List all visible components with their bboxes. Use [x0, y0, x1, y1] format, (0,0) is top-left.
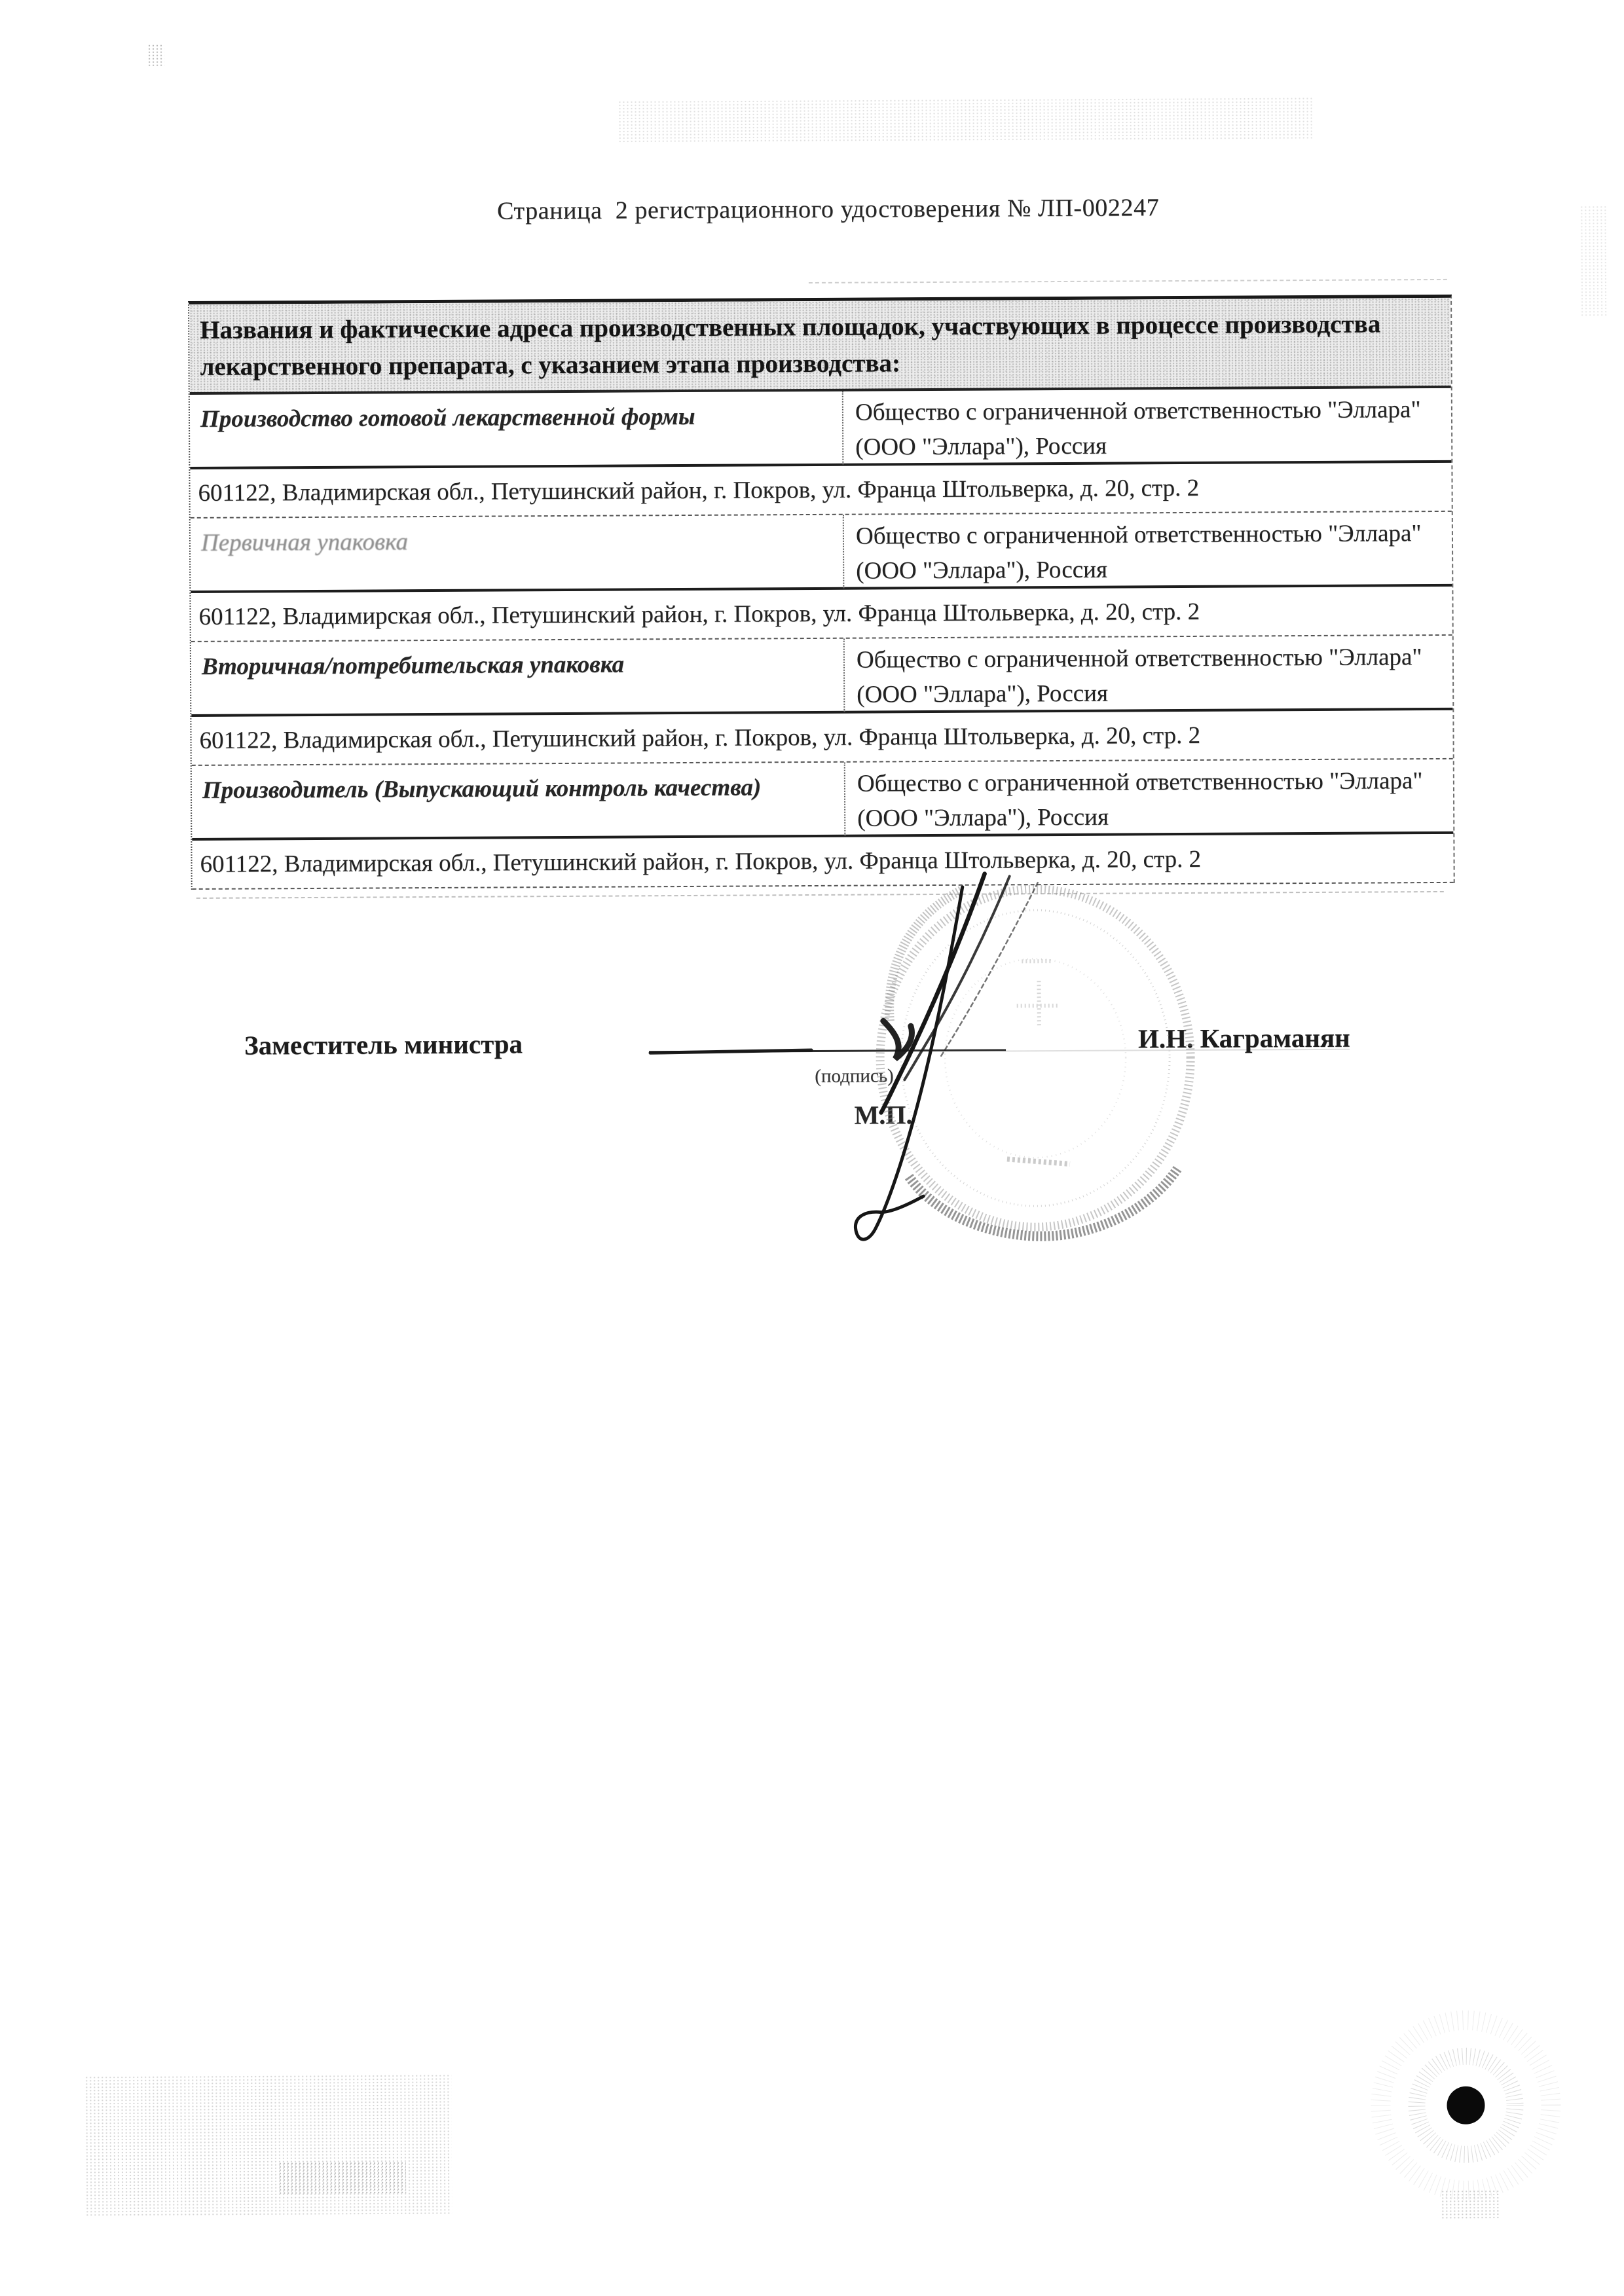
punch-hole-dot — [1447, 2086, 1485, 2124]
company-cell-3 — [843, 636, 1453, 712]
stage-label: Производитель (Выпускающий контроль качества) — [202, 774, 762, 804]
table-row-stage-2 — [191, 512, 1452, 593]
signature-strokes — [650, 873, 1040, 1241]
deputy-minister-title — [244, 1028, 523, 1061]
official-stamp — [879, 888, 1192, 1237]
scan-line-artifact-below-table — [196, 891, 1444, 899]
stage-cell-1 — [190, 392, 843, 468]
table-row-stage-3 — [191, 636, 1453, 717]
table-title-cell — [189, 298, 1451, 395]
company-text: Общество с ограниченной ответственностью "Эллара" (ООО "Эллара"), Россия — [857, 767, 1423, 832]
table-row-stage-4 — [192, 759, 1454, 841]
address-text: 601122, Владимирская обл., Петушинский район, г. Покров, ул. Франца Штольверка, д. 20, стр. 2 — [199, 721, 1201, 754]
scan-noise-right-margin — [1579, 206, 1608, 317]
company-cell-2 — [843, 512, 1452, 589]
address-row-3 — [191, 710, 1452, 766]
scan-noise-bottom-right-corner — [1441, 2190, 1500, 2219]
stage-cell-3 — [191, 639, 844, 716]
address-text: 601122, Владимирская обл., Петушинский район, г. Покров, ул. Франца Штольверка, д. 20, стр. 2 — [200, 845, 1202, 878]
scan-noise-bottom-left — [84, 2074, 452, 2217]
company-text: Общество с ограниченной ответственностью "Эллара" (ООО "Эллара"), Россия — [856, 644, 1422, 708]
page-header — [0, 162, 1621, 257]
stage-cell-4 — [192, 763, 845, 839]
signer-name-text: И.Н. Каграманян — [1137, 1022, 1350, 1054]
company-cell-1 — [842, 388, 1452, 465]
stage-label: Первичная упаковка — [200, 528, 409, 556]
seal-place-mark — [854, 1099, 912, 1130]
seal-place-mark-text: М.П. — [854, 1100, 913, 1130]
signer-name — [1138, 1022, 1350, 1055]
signature-caption — [815, 1065, 894, 1087]
signature-line — [649, 1049, 1006, 1053]
address-row-4 — [192, 834, 1453, 890]
stage-label: Производство готовой лекарственной формы — [200, 403, 695, 433]
address-text: 601122, Владимирская обл., Петушинский район, г. Покров, ул. Франца Штольверка, д. 20, стр. 2 — [198, 474, 1200, 507]
signature-caption-text: (подпись) — [815, 1065, 894, 1087]
table-row-stage-1 — [190, 388, 1452, 469]
address-text: 601122, Владимирская обл., Петушинский район, г. Покров, ул. Франца Штольверка, д. 20, стр. 2 — [198, 598, 1200, 630]
production-sites-table — [188, 295, 1455, 890]
address-row-2 — [191, 587, 1452, 642]
page-header-text: Страница 2 регистрационного удостоверения № ЛП-002247 — [496, 194, 1160, 225]
deputy-minister-title-text: Заместитель министра — [244, 1029, 523, 1061]
address-row-1 — [190, 463, 1451, 519]
stage-label: Вторичная/потребительская упаковка — [201, 651, 625, 680]
scan-line-artifact-above-table — [809, 279, 1447, 283]
table-title: Названия и фактические адреса производственных площадок, участвующих в процессе производства лекарственного препарата, с указанием этапа производства: — [200, 310, 1381, 381]
company-cell-4 — [844, 759, 1454, 836]
scan-noise-bottom-left-dense-strip — [278, 2161, 406, 2195]
scan-noise-top-band — [618, 97, 1312, 143]
scan-noise-top-left-mark — [147, 44, 164, 66]
punch-hole — [1380, 2020, 1551, 2191]
company-text: Общество с ограниченной ответственностью "Эллара" (ООО "Эллара"), Россия — [855, 396, 1421, 461]
company-text: Общество с ограниченной ответственностью "Эллара" (ООО "Эллара"), Россия — [855, 520, 1422, 585]
stage-cell-2 — [191, 515, 843, 592]
